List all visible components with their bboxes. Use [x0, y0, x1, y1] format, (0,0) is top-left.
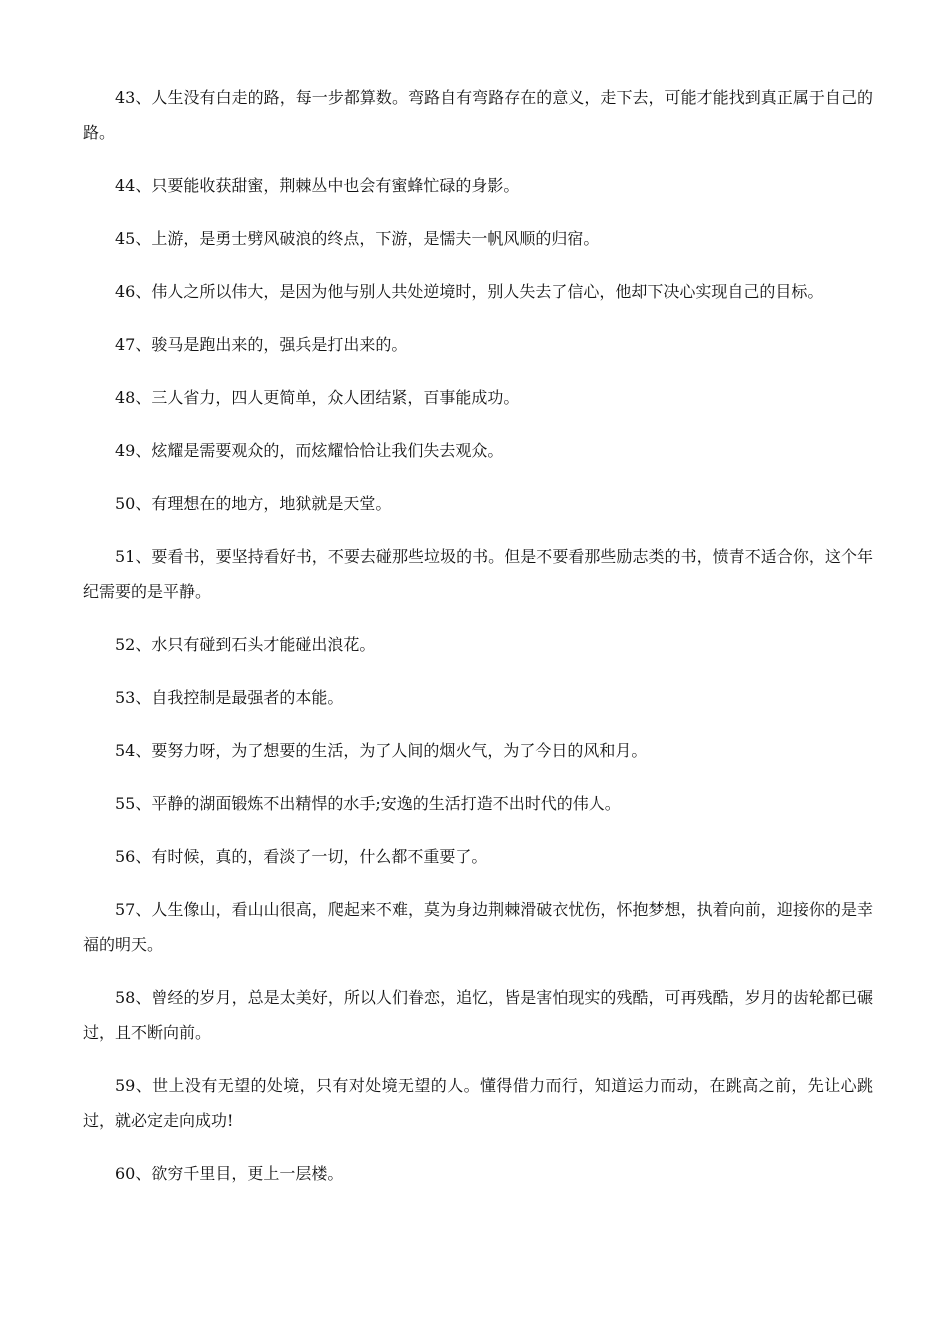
- paragraph-59: 59、世上没有无望的处境，只有对处境无望的人。懂得借力而行，知道运力而动，在跳高之前，先让心跳过，就必定走向成功!: [83, 1076, 873, 1130]
- paragraph-52: 52、水只有碰到石头才能碰出浪花。: [115, 635, 376, 654]
- paragraph-54: 54、要努力呀，为了想要的生活，为了人间的烟火气，为了今日的风和月。: [115, 741, 648, 760]
- paragraph-60: 60、欲穷千里目，更上一层楼。: [115, 1164, 344, 1183]
- paragraph-48: 48、三人省力，四人更简单，众人团结紧，百事能成功。: [115, 388, 520, 407]
- paragraph-44: 44、只要能收获甜蜜，荆棘丛中也会有蜜蜂忙碌的身影。: [115, 176, 520, 195]
- paragraph-43: 43、人生没有白走的路，每一步都算数。弯路自有弯路存在的意义，走下去，可能才能找到真正属于自己的路。: [83, 88, 873, 142]
- paragraph-58: 58、曾经的岁月，总是太美好，所以人们眷恋，追忆，皆是害怕现实的残酷，可再残酷，岁月的齿轮都已碾过，且不断向前。: [83, 988, 873, 1042]
- paragraph-57: 57、人生像山，看山山很高，爬起来不难，莫为身边荆棘滑破衣忧伤，怀抱梦想，执着向前，迎接你的是幸福的明天。: [83, 900, 873, 954]
- document-body: [83, 80, 873, 1209]
- paragraph-53: 53、自我控制是最强者的本能。: [115, 688, 344, 707]
- paragraph-51: 51、要看书，要坚持看好书，不要去碰那些垃圾的书。但是不要看那些励志类的书，愤青不适合你，这个年纪需要的是平静。: [83, 547, 873, 601]
- paragraph-49: 49、炫耀是需要观众的，而炫耀恰恰让我们失去观众。: [115, 441, 504, 460]
- paragraph-55: 55、平静的湖面锻炼不出精悍的水手;安逸的生活打造不出时代的伟人。: [115, 794, 621, 813]
- paragraph-50: 50、有理想在的地方，地狱就是天堂。: [115, 494, 392, 513]
- paragraph-46: 46、伟人之所以伟大，是因为他与别人共处逆境时，别人失去了信心，他却下决心实现自己的目标。: [115, 282, 824, 301]
- paragraph-45: 45、上游，是勇士劈风破浪的终点，下游，是懦夫一帆风顺的归宿。: [115, 229, 600, 248]
- paragraph-47: 47、骏马是跑出来的，强兵是打出来的。: [115, 335, 408, 354]
- paragraph-56: 56、有时候，真的，看淡了一切，什么都不重要了。: [115, 847, 488, 866]
